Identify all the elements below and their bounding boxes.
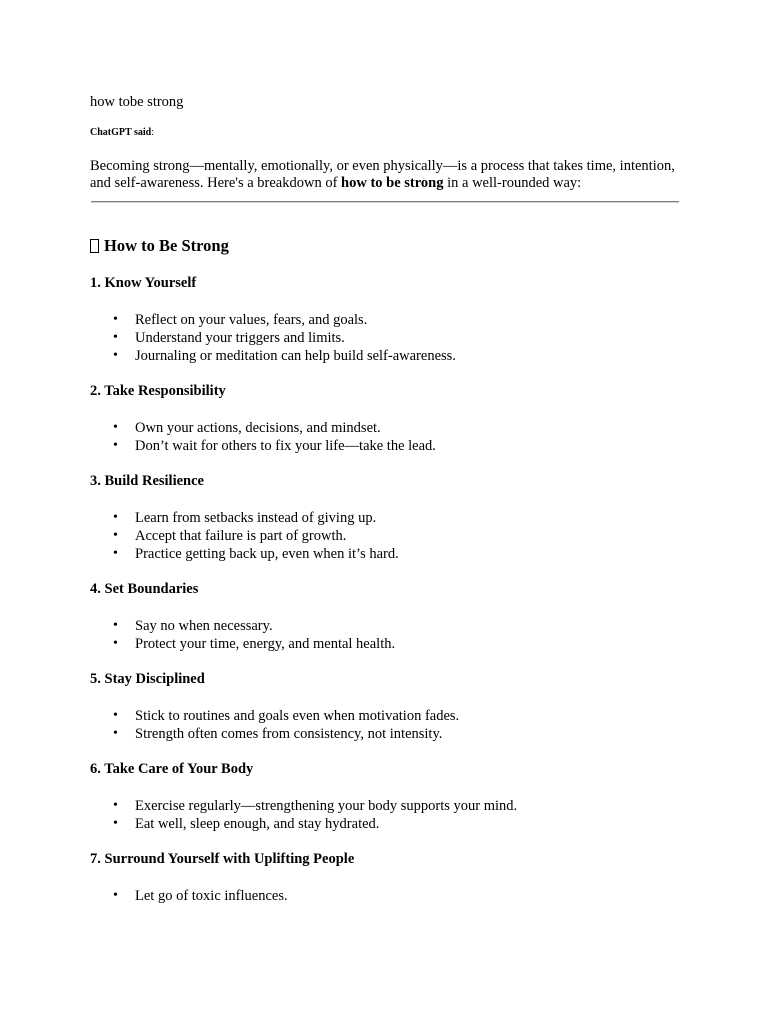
list-item [113,725,680,743]
intro-paragraph [90,158,680,192]
bullet-icon: • [113,510,118,525]
bullet-list [90,509,680,563]
assistant-label-suffix: : [151,127,155,138]
list-item [113,815,680,833]
bullet-list [90,419,680,455]
bullet-icon: • [113,438,118,453]
bullet-icon: • [113,888,118,903]
list-item [113,707,680,725]
horizontal-divider [91,201,679,203]
assistant-label-name: ChatGPT said [90,127,152,138]
section [90,383,680,455]
intro-text-start: Becoming strong—mentally, emotionally, or even physically—is a process that takes time, intention, and self-awareness. Here's a breakdown of [90,158,675,191]
list-item [113,527,680,545]
bullet-list [90,887,680,905]
bullet-icon: • [113,708,118,723]
list-item [113,509,680,527]
list-item [113,635,680,653]
bullet-icon: • [113,420,118,435]
list-item-text: Say no when necessary. [135,618,273,634]
section-title: 3. Build Resilience [90,473,204,489]
section-title: 5. Stay Disciplined [90,671,205,687]
list-item-text: Exercise regularly—strengthening your body supports your mind. [135,798,518,814]
section-title: 7. Surround Yourself with Uplifting People [90,851,355,867]
bullet-icon: • [113,546,118,561]
bullet-icon: • [113,726,118,741]
missing-glyph-icon [90,239,99,253]
list-item-text: Learn from setbacks instead of giving up. [135,510,377,526]
main-heading [90,236,680,256]
bullet-icon: • [113,528,118,543]
intro-bold: how to be strong [341,175,444,191]
bullet-icon: • [113,348,118,363]
list-item-text: Accept that failure is part of growth. [135,528,347,544]
bullet-list [90,797,680,833]
section-title: 1. Know Yourself [90,275,197,291]
section [90,851,680,905]
section [90,275,680,365]
assistant-label [90,127,680,139]
bullet-icon: • [113,798,118,813]
section [90,581,680,653]
list-item-text: Protect your time, energy, and mental health. [135,636,396,652]
list-item [113,347,680,365]
list-item [113,797,680,815]
bullet-icon: • [113,618,118,633]
list-item [113,437,680,455]
section [90,671,680,743]
section-title: 4. Set Boundaries [90,581,199,597]
list-item [113,545,680,563]
list-item-text: Don’t wait for others to fix your life—take the lead. [135,438,436,454]
bullet-list [90,707,680,743]
list-item-text: Reflect on your values, fears, and goals. [135,312,368,328]
section [90,761,680,833]
list-item-text: Strength often comes from consistency, not intensity. [135,726,443,742]
document-page [90,94,680,905]
bullet-icon: • [113,636,118,651]
sections-container [90,275,680,905]
list-item-text: Practice getting back up, even when it’s hard. [135,546,399,562]
bullet-list [90,311,680,365]
list-item [113,617,680,635]
main-heading-text: How to Be Strong [104,236,229,255]
list-item [113,419,680,437]
user-message: how tobe strong [90,94,184,110]
list-item-text: Let go of toxic influences. [135,888,288,904]
list-item-text: Own your actions, decisions, and mindset. [135,420,381,436]
list-item [113,311,680,329]
bullet-icon: • [113,330,118,345]
intro-text-end: in a well-rounded way: [443,175,582,191]
section-title: 2. Take Responsibility [90,383,226,399]
bullet-icon: • [113,816,118,831]
list-item-text: Understand your triggers and limits. [135,330,345,346]
list-item [113,887,680,905]
list-item-text: Stick to routines and goals even when motivation fades. [135,708,460,724]
list-item-text: Journaling or meditation can help build self-awareness. [135,348,456,364]
bullet-icon: • [113,312,118,327]
list-item-text: Eat well, sleep enough, and stay hydrated. [135,816,380,832]
bullet-list [90,617,680,653]
section-title: 6. Take Care of Your Body [90,761,254,777]
section [90,473,680,563]
list-item [113,329,680,347]
